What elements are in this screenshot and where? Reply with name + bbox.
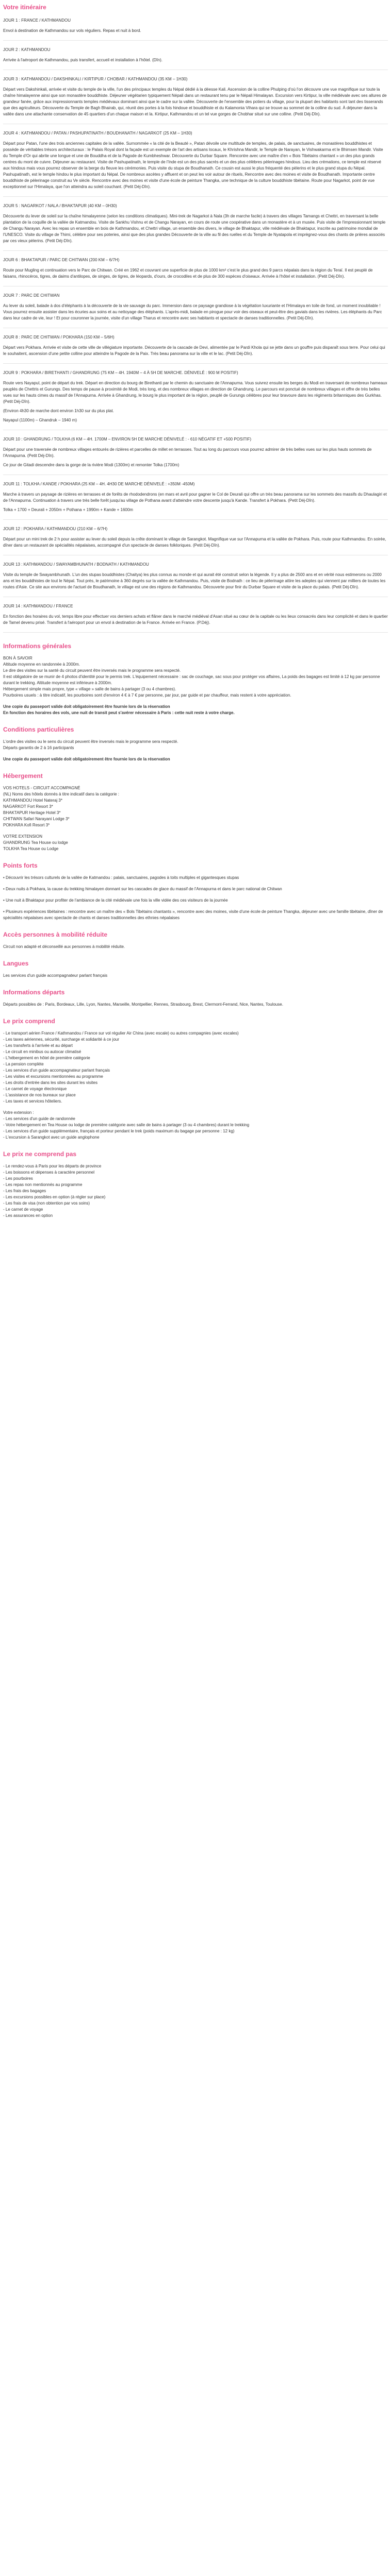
section-languages: [3, 959, 388, 979]
day-paragraph: Marche à travers un paysage de rizières en terrasses et de forêts de rhododendrons (en mars et avril pour gagner le Col de Deurali qui offre un très beau panorama sur les sommets des massifs du Dhaulagiri et de l'Annapurna. Continuation à travers une très belle forêt jusqu'au village de Pothana avant d'atteindre votre descente jusqu'à Kande. Transfert à Pokhara. (Petit Déj-Dîn).: [3, 492, 387, 503]
info-line: BON À SAVOIR: [3, 656, 32, 660]
day-body: [3, 492, 388, 513]
price-includes-extension-list: [3, 1116, 388, 1141]
day-body: [3, 614, 388, 626]
conditions-bold-line: Une copie du passeport valide doit obligatoirement être fournie lors de la réservation: [3, 757, 170, 761]
day-paragraph: Tolka + 1700 + Deurali + 2050m + Pothana + 1990m + Kande + 1600m: [3, 507, 133, 512]
day-paragraph: Route pour Mugling et continuation vers le Parc de Chitwan. Créé en 1962 et couvrant une superficie de plus de 1000 km² c'est le plus grand des 9 parcs népalais dans la région du Teraï. Il est peuplé de faisans, rhinocéros, tigres, de daims d'antilopes, de singes, de tigres, de léopards, d'ours, de crocodiles et de plus de 300 espèces d'oiseaux. Arrivée à l'hôtel et installation. (Petit Déj-Dîn).: [3, 268, 373, 279]
day-paragraph: En fonction des horaires du vol, temps libre pour effectuer vos derniers achats et flâner dans le marché médiéval d'Asan situé au cœur de la capitale ou les lieux consacrés dans leur complicité et dans le quartier de Tamel devenu prisé. Transfert à l'aéroport pour un envol à destination de la France. Arrivée en France. (P.Déj).: [3, 614, 388, 625]
day-divider: [3, 363, 388, 364]
day-paragraph: Arrivée à l'aéroport de Kathmandou, puis transfert, accueil et installation à l'hôtel. (Dîn).: [3, 58, 162, 62]
day-body: [3, 536, 388, 549]
lodging-line: POKHARA Kofi Resort 3*: [3, 823, 50, 827]
day-paragraph: Envol à destination de Kathmandou sur vols réguliers. Repas et nuit à bord.: [3, 28, 141, 33]
info-line: Il est obligatoire de se munir de 4 photos d'identité pour le permis trek. L'équipement nécessaire : sac de couchage, sac sous pour protéger vos affaires, La poids des bagages est limité à 12 kg par personne durant le trekking. Altitude moyenne est inférieure à 2000m.: [3, 674, 380, 685]
day-body: [3, 267, 388, 280]
page-title: Votre itinéraire: [3, 4, 46, 11]
day-block: [3, 257, 388, 286]
lodging-line: BHAKTAPUR Heritage Hotel 3*: [3, 810, 61, 815]
conditions-line: L'ordre des visites ou le sens du circuit peuvent être inversés mais le programme sera respecté.: [3, 739, 178, 744]
section-conditions: [3, 725, 388, 762]
day-body: [3, 345, 388, 357]
day-title: JOUR 9 : POKHARA / BIRETHANTI / GHANDRUNG (75 KM – 4H. 1940M – 4 À 5H DE MARCHE. DÉNIVELÉ : 900 M POSITIF): [3, 370, 238, 375]
lodging-extension-line: VOTRE EXTENSION: [3, 834, 43, 839]
day-title: JOUR 6 : BHAKTAPUR / PARC DE CHITWAN (200 KM – 6/7H): [3, 258, 120, 262]
conditions-line: Départs garantis de 2 à 16 participants: [3, 745, 74, 750]
highlight-item: • Découvrir les trésors culturels de la vallée de Katmandou : palais, sanctuaires, pagodes à toits multiples et gigantesques stupas: [3, 875, 239, 880]
lodging-extension-line: TOLKHA Tea House ou Lodge: [3, 846, 59, 851]
section-title-general-info: Informations générales: [3, 642, 72, 650]
day-title: JOUR 8 : PARC DE CHITWAN / POKHARA (150 KM – 5/6H): [3, 335, 115, 340]
day-body: [3, 303, 388, 321]
day-paragraph: Visite du temple de Swayambhunath. L'un des stupas bouddhistes (Chaitya) les plus connus au monde et qui aurait été construit selon la légende. Il y a plus de 2500 ans et en vérité nous estimerons ou 2000 ans et les bouddhistes de tout le Népal. Tout près, le patrimoine à 360 degrés sur la vallée de Kathmandou. Puis, visite de Bodnath : ce lieu de pèlerinage attire les adeptes qui viennent par milliers de toutes les routes d'Asie. Ce site aux environs de l'actuel de Boudhanath, le village est une des régions de Kathmandou. Découverte pour finir du Durbar Square et visite de la place du palais. (Petit Déj-Dîn).: [3, 572, 386, 589]
day-block: [3, 481, 388, 520]
section-lodging: [3, 772, 388, 852]
day-divider: [3, 632, 388, 633]
languages-line: Les services d'un guide accompagnateur parlant français: [3, 973, 108, 978]
price-includes-item: - L'hébergement en hôtel de première catégorie: [3, 1056, 90, 1060]
day-body: [3, 28, 388, 34]
day-block: [3, 436, 388, 475]
lodging-line: NAGARKOT Fort Resort 3*: [3, 804, 53, 809]
day-block: [3, 47, 388, 70]
day-paragraph: Départ vers Pokhara. Arrivée et visite de cette ville de villégiature importante. Découverte de la cascade de Devi, alimentée par le Pardi Khola qui se jette dans un gouffre puis disparaît sous terre. Pour celui qui le souhaitent, ascension d'une petite colline pour atteindre la Pagode de la Paix. Très beau panorama sur la ville et le lac. (Petit Déj-Dîn).: [3, 345, 385, 356]
day-paragraph: Découverte du lever de soleil sur la chaîne himalayenne (selon les conditions climatiques). Mini-trek de Nagarkot à Nala (3h de marche facile) à travers des villages Tamangs et Chettri, en traversant la belle plantation de la coquille de la vallée de Katmandou. Visite de Sankhu Vishnu et de Changu Narayan, en cours de route une coopérative dans un monastère et à un musée. Puis visite de l'impressionnant temple de Changu Narayan. Avec les repas un ensemble en bois de Kathmandou, et Chettri village, un ensemble des divers, le village de Bhaktapur, ville médiévale de Bhaktapur, inscrite au patrimoine mondial de l'UNESCO. Visite du village de Thimi, célèbre pour ses poteries, ainsi que des plus grandes Découverte de la ville au fil des ruelles et du Temple de Nyatapola et imprègnez-vous des chants de prières associés par ces vieux pèlerins. (Petit Déj-Dîn).: [3, 214, 386, 243]
section-title-accessibility: Accès personnes à mobilité réduite: [3, 931, 108, 938]
day-block: [3, 370, 388, 430]
price-includes-extension-item: - L'excursion à Sarangkot avec un guide anglophone: [3, 1135, 100, 1140]
lodging-line: CHITWAN Safari Narayani Lodge 3*: [3, 817, 70, 821]
price-excludes-item: - Les frais de visa (non obtention par vos soins): [3, 1201, 90, 1206]
price-excludes-item: - Les excursions possibles en option (à régler sur place): [3, 1195, 106, 1199]
price-excludes-item: - Le carnet de voyage: [3, 1207, 43, 1212]
price-includes-extension-title: Votre extension :: [3, 1110, 34, 1115]
day-divider: [3, 40, 388, 41]
day-paragraph: Départ pour Patan, l'une des trois anciennes capitales de la vallée. Surnommée « la cité de la Beauté », Patan dévoile une multitude de temples, de palais, de sanctuaires, de monastères bouddhistes et possède de véritables trésors architecturaux : le Palais Royal dont la façade est un exemple de l'art des artisans locaux, le Khrishna Mandir, le Temple de Narayan, le Vishwakarma et le Bhimsen Mandir. Visite du Temple d'Or qui abrite une longue et une de Bouddha et de la Pagode de Kumbheshwar. Découverte du Durbar Square. Rencontre avec une maître d'en « Bois Tibétains chantant » un des plus grands centres du mont de cuivre. Déjeuner au restaurant. Visite de Pashupatinath, le temple de l'Inde est un des plus sacrés et un des plus célèbres pèlerinages hindous. Lieu des crémations, ce temple est réservé aux hindous mais vous pourrez observer de la berge du fleuve les cérémonies. Puis visite du stupa de Boudhanath. Ce cousin est aussi le plus fréquenté des pèlerins et le plus grand stupa du Népal. Pashupatinath, est le temple hindou le plus important du Népal. De nombreux ascètes y affluent et on peut les voir autour de rituels, Rencontre avec des moines et visite de Boudhanath. Importante centre bouddhiste de pèlerinage construit au Ve siècle. Rencontre avec des moines et visite d'une école de peinture Thangka, une technique de la culture bouddhiste tibétaine. Route pour Nagarkot, point de vue exceptionnel sur l'Himalaya, que l'on atteindra au soleil couchant. (Petit Déj-Dîn).: [3, 141, 383, 189]
price-includes-extension-item: - Les services d'un guide supplémentaire, français et porteur pendant le trek (poids maximum du bagage par personne : 12 kg): [3, 1129, 235, 1133]
day-divider: [3, 474, 388, 475]
day-block: [3, 334, 388, 364]
price-excludes-item: - Les assurances en option: [3, 1213, 53, 1218]
section-general-info: [3, 642, 388, 716]
day-paragraph: Ce jour de Gitadi descendre dans la gorge de la rivière Modi (1300m) et remonter Tolka (1700m): [3, 463, 180, 467]
section-title-highlights: Points forts: [3, 862, 38, 869]
price-includes-item: - Le transport aérien France / Kathmandou / France sur vol régulier Air China (avec escale) ou autres compagnies (avec escales): [3, 1031, 239, 1036]
section-price-includes: [3, 1017, 388, 1141]
section-title-departures: Informations départs: [3, 989, 65, 996]
day-body: [3, 141, 388, 190]
day-paragraph: Route vers Nayapul, point de départ du trek. Départ en direction du bourg de Birethanti par le chemin du sanctuaire de l'Annapurna. Vous suivrez ensuite les berges du Modi en traversant de nombreux hameaux peuplés de Chettris et Gurungs. Des temps de pause à proximité de Modi, très long, et des nombreux villages en direction de Ghandrung. Le parcours est ponctué de nombreux villages et offre de très belles vues sur les hauts cimes du massif de l'Annapurna. Arrivée à Ghandrung, le bourg le plus important de la région, peuplé de Gurungs célèbres pour leur bravoure dans les régiments britanniques des Gurkhas. (Petit Déj-Dîn).: [3, 381, 387, 404]
day-body: [3, 380, 388, 423]
price-includes-extension-item: - Les services d'un guide de randonnée: [3, 1116, 75, 1121]
day-title: JOUR 3 : KATHMANDOU / DAKSHINKALI / KIRTIPUR / CHOBAR / KATHMANDOU (35 KM – 1H30): [3, 77, 188, 81]
day-divider: [3, 196, 388, 197]
day-divider: [3, 250, 388, 251]
info-bold-line: En fonction des horaires des vols, une nuit de transit peut s'avérer nécessaire à Paris : cette nuit reste à votre charge.: [3, 710, 235, 715]
day-title: JOUR 14 : KATHMANDOU / FRANCE: [3, 604, 73, 608]
day-block: [3, 18, 388, 41]
price-includes-item: - Les taxes aériennes, sécurité, surcharge et solidarité à ce jour: [3, 1037, 120, 1042]
price-includes-item: - Les transferts à l'arrivée et au départ: [3, 1043, 73, 1048]
day-paragraph: Départ pour un mini trek de 2 h pour assister au lever du soleil depuis la crête dominant le village de Sarangkot. Magnifique vue sur l'Annapurna et la vallée de Pokhara. Puis, route pour Kathmandou. En soirée, dîner dans un restaurant de spécialités népalaises, accompagné d'un spectacle de danses folkloriques. (Petit Déj-Dîn).: [3, 537, 386, 548]
highlights-list: [3, 875, 388, 921]
info-bold-line: Une copie du passeport valide doit obligatoirement être fournie lors de la réservation: [3, 704, 170, 709]
day-title: JOUR 1 : FRANCE / KATHMANDOU: [3, 18, 71, 23]
lodging-extension-line: GHANDRUNG Tea House ou lodge: [3, 840, 68, 845]
day-paragraph: Départ vers Dakshinkali, arrivée et visite du temple de la ville, l'un des principaux temples du Népal dédié à la déesse Kali. Ascension de la colline Phulping d'où l'on découvre une vue magnifique sur toute la chaîne himalayenne ainsi que son monastère bouddhiste. Déjeuner végétarien typiquement Népali dans un restaurant tenu par le Népali Himalayan. Excursion vers Kirtipur, la ville médiévale avec ses allures de grandeur fanée, grâce aux impressionnants temples médiévaux dominant ainsi que le cadre sur la vallée. Découverte de l'ensemble des potiers du village, pour la plupart des habitants sont tant des tisserands que des agriculteurs. Découverte du Temple de Bagh Bhairab, qui, réunit des portes à la fois hindoue et bouddhiste et du Kalamonia Vihara qui se trouve au sommet de la colline du sud. À déjeuner dans la vallée dans une attachante conservation de 45 quartiers d'un chaque maison et la. Kirtipur, Kathmandou et un tel vue gorges de Chobhar situé sur une colline. (Petit Déj-Dîn).: [3, 87, 387, 116]
day-title: JOUR 11 : TOLKHA / KANDE / POKHARA (25 KM – 4H. 4H30 DE MARCHE DÉNIVELÉ : +350M -450M): [3, 482, 195, 486]
day-title: JOUR 10 : GHANDRUNG / TOLKHA (6 KM – 4H. 1700M – ENVIRON 5H DE MARCHE DÉNIVELÉ : - 610 NÉGATIF ET +500 POSITIF): [3, 437, 252, 442]
itinerary-page: [0, 0, 391, 1219]
section-title-languages: Langues: [3, 960, 29, 967]
price-includes-item: - Les droits d'entrée dans les sites durant les visites: [3, 1080, 97, 1085]
price-includes-item: - La pension complète: [3, 1062, 44, 1066]
price-includes-item: - Le circuit en minibus ou autocar climatisé: [3, 1049, 82, 1054]
day-body: [3, 447, 388, 468]
day-divider: [3, 519, 388, 520]
price-includes-extension-item: - Votre hébergement en Tea House ou lodge de première catégorie avec salle de bains à partager (3 ou 4 chambres) durant le trekking: [3, 1123, 250, 1127]
price-excludes-item: - Les pourboires: [3, 1176, 33, 1181]
price-includes-list: [3, 1030, 388, 1105]
info-line: Hébergement simple mais propre, type « village » salle de bains à partager (3 ou 4 chambres).: [3, 687, 176, 691]
day-block: [3, 203, 388, 251]
day-title: JOUR 12 : POKHARA / KATHMANDOU (210 KM – 6/7H): [3, 527, 108, 531]
highlight-item: • Deux nuits à Pokhara, la cause du trekking himalayen donnant sur les cascades de glace du massif de l'Annapurna et dans le parc national de Chitwan: [3, 887, 282, 891]
info-line: Altitude moyenne en randonnée à 2000m.: [3, 662, 80, 667]
day-title: JOUR 2 : KATHMANDOU: [3, 47, 51, 52]
day-block: [3, 293, 388, 328]
day-body: [3, 572, 388, 590]
highlight-item: • Une nuit à Bhaktapur pour profiter de l'ambiance de la cité médiévale une fois la ville vidée des ces visiteurs de la journée: [3, 898, 228, 903]
price-includes-item: - Les visites et excursions mentionnées au programme: [3, 1074, 103, 1079]
price-excludes-item: - Les repas non mentionnés au programme: [3, 1182, 83, 1187]
info-line: Pourboires usuels : à titre indicatif, les pourboires sont d'environ 4 € à 7 € par personne, par jour, par guide et par chauffeur, mais restent à votre appréciation.: [3, 693, 291, 698]
lodging-line: VOS HOTELS - CIRCUIT ACCOMPAGNÉ: [3, 786, 80, 790]
day-title: JOUR 7 : PARC DE CHITWAN: [3, 293, 60, 298]
day-title: JOUR 5 : NAGARKOT / NALA / BHAKTAPUR (40 KM – 0H30): [3, 204, 117, 208]
day-paragraph: Départ pour une traversée de nombreux villages entourés de rizières et parcelles de millet en terrasses. Tout au long du parcours vous pourrez admirer de très belles vues sur les plus hauts sommets de l'Annapurna. (Petit Déj-Dîn).: [3, 447, 372, 458]
section-highlights: [3, 861, 388, 921]
departures-line: Départs possibles de : Paris, Bordeaux, Lille, Lyon, Nantes, Marseille, Montpellier, Rennes, Strasbourg, Brest, Clermont-Ferrand, Nice, Nantes, Toulouse.: [3, 1002, 283, 1007]
day-title: JOUR 4 : KATHMANDOU / PATAN / PASHUPATINATH / BOUDHANATH / NAGARKOT (25 KM – 1H30): [3, 131, 192, 135]
day-block: [3, 603, 388, 633]
section-accessibility: [3, 930, 388, 950]
info-line: Le dire des visites sur la santé du circuit peuvent être inversés mais le programme sera respecté.: [3, 668, 181, 673]
section-departures: [3, 988, 388, 1008]
section-title-price-includes: Le prix comprend: [3, 1018, 55, 1025]
accessibility-line: Circuit non adapté et déconseillé aux personnes à mobilité réduite.: [3, 944, 125, 949]
day-body: [3, 57, 388, 63]
price-includes-item: - Le carnet de voyage électronique: [3, 1087, 67, 1091]
price-excludes-list: [3, 1163, 388, 1219]
section-title-lodging: Hébergement: [3, 772, 43, 779]
day-block: [3, 562, 388, 597]
day-block: [3, 130, 388, 197]
price-includes-item: - Les taxes et services hôteliers.: [3, 1099, 62, 1104]
highlight-item: • Plusieurs expériences tibétaines : rencontre avec un maître des « Bols Tibétains chantants », rencontre avec des moines, visite d'une école de peinture Thangka, déjeuner avec une famille tibétaine, dîner de spécialités népalaises avec spectacle de chants et danses traditionnelles des ethnies népalaises: [3, 909, 383, 920]
price-includes-item: - Les services d'un guide accompagnateur parlant français: [3, 1068, 110, 1073]
day-title: JOUR 13 : KATHMANDOU / SWAYAMBHUNATH / BODNATH / KATHMANDOU: [3, 562, 149, 567]
lodging-line: KATHMANDOU Hotel Nateraj 3*: [3, 798, 62, 803]
price-includes-item: - L'assistance de nos bureaux sur place: [3, 1093, 76, 1097]
day-paragraph: (Environ 4h30 de marche dont environ 1h30 sur du plus plat.: [3, 409, 114, 413]
days-list: [3, 18, 388, 633]
day-body: [3, 213, 388, 244]
price-excludes-item: - Le rendez-vous à Paris pour les départs de province: [3, 1164, 102, 1168]
day-block: [3, 76, 388, 124]
day-block: [3, 526, 388, 555]
section-title-conditions: Conditions particulières: [3, 726, 74, 733]
lodging-line: (NL) Noms des hôtels donnés à titre indicatif dans la catégorie :: [3, 792, 120, 796]
section-price-excludes: [3, 1150, 388, 1219]
day-paragraph: Au lever du soleil, balade à dos d'éléphants à la découverte de la vie sauvage du parc. Immersion dans ce paysage grandiose à la végétation luxuriante et l'Himalaya en toile de fond, un moment inoubliable ! Vous pourrez ensuite assister dans les écuries aux soins et au nettoyage des éléphants. L'après-midi, balade en pirogue pour voir des oiseaux et peut-être des gavials dans les rivières. Les éléphants du Parc dans leur cadre de vie, leur ! Et pour couronner la journée, visite d'un village Tharus et rencontre avec ses habitants et spectacle de danses traditionnelles. (Petit Déj-Dîn).: [3, 303, 382, 320]
day-body: [3, 87, 388, 117]
price-excludes-item: - Les boissons et dépenses à caractère personnel: [3, 1170, 94, 1175]
day-paragraph: Nayapul (1100m) – Ghandruk – 1940 m): [3, 418, 77, 422]
price-excludes-item: - Les frais des bagages: [3, 1189, 46, 1193]
section-title-price-excludes: Le prix ne comprend pas: [3, 1150, 77, 1158]
